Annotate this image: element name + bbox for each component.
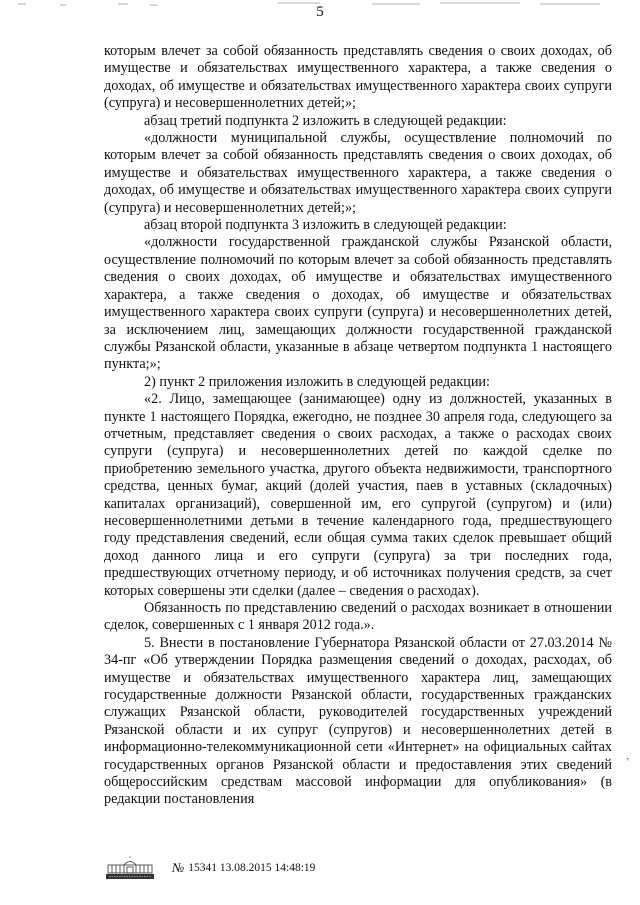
paragraph: абзац второй подпункта 3 изложить в следующей редакции: xyxy=(144,217,507,234)
paragraph: которым влечет за собой обязанность представлять сведения о своих доходах, об имуществе и обязательствах имущественного характера, а также сведения о доходах, об имуществе и обязательствах имущественного характера своих супруги (супруга) и несовершеннолетних детей;»; xyxy=(104,43,612,112)
registration-stamp: 15341 13.08.2015 14:48:19 xyxy=(188,862,316,874)
paragraph: «должности государственной гражданской службы Рязанской области, осуществление полномочий по которым влечет за собой обязанность представлять сведения о своих доходах, об имуществе и обязательствах имущественного характера, а также сведения о доходах, об имуществе и обязательствах имущественного характера своих супруги (супруга) и несовершеннолетних детей, за исключением лиц, замещающих должности государственной гражданской службы Рязанской области, указанные в абзаце четвертом подпункта 1 настоящего пункта;»; xyxy=(104,234,612,373)
margin-mark: ʼ xyxy=(626,757,630,768)
registration-number-sign: № xyxy=(172,860,185,875)
paragraph: «должности муниципальной службы, осуществление полномочий по которым влечет за собой обязанность представлять сведения о своих доходах, об имуществе и обязательствах имущественного характера, а также сведения о доходах, об имуществе и обязательствах имущественного характера своих супруги (супруга) и несовершеннолетних детей;»; xyxy=(104,130,612,216)
registration-footer xyxy=(104,855,612,881)
paragraph: 5. Внести в постановление Губернатора Рязанской области от 27.03.2014 № 34-пг «Об утверждении Порядка размещения сведений о доходах, расходах, об имуществе и обязательствах имущественного характера лиц, замещающих государственные должности Рязанской области, государственных гражданских служащих Рязанской области, руководителей государственных учреждений Рязанской области и их супруг (супругов) и несовершеннолетних детей в информационно-телекоммуникационной сети «Интернет» на официальных сайтах государственных органов Рязанской области и предоставления этих сведений общероссийским средствам массовой информации для опубликования» (в редакции постановления xyxy=(104,634,612,808)
document-body xyxy=(104,43,612,809)
page-number: 5 xyxy=(316,4,324,20)
document-registry-logo-icon xyxy=(104,856,156,880)
paragraph: Обязанность по представлению сведений о расходах возникает в отношении сделок, совершенных с 1 января 2012 года.». xyxy=(104,600,612,634)
paragraph: 2) пункт 2 приложения изложить в следующей редакции: xyxy=(144,373,490,390)
paragraph: «2. Лицо, замещающее (занимающее) одну из должностей, указанных в пункте 1 настоящего Порядка, ежегодно, не позднее 30 апреля года, следующего за отчетным, представляет сведения о своих расходах, а также о расходах своих супруги (супруга) и несовершеннолетних детей по каждой сделке по приобретению земельного участка, другого объекта недвижимости, транспортного средства, ценных бумаг, акций (долей участия, паев в уставных (складочных) капиталах организаций), совершенной им, его супругой (супругом) и (или) несовершеннолетними детьми в течение календарного года, предшествующего году представления сведений, если общая сумма таких сделок превышает общий доход данного лица и его супруги (супруга) за три последних года, предшествующих отчетному периоду, и об источниках получения средств, за счет которых совершены эти сделки (далее – сведения о расходах). xyxy=(104,391,612,599)
paragraph: абзац третий подпункта 2 изложить в следующей редакции: xyxy=(144,112,507,129)
